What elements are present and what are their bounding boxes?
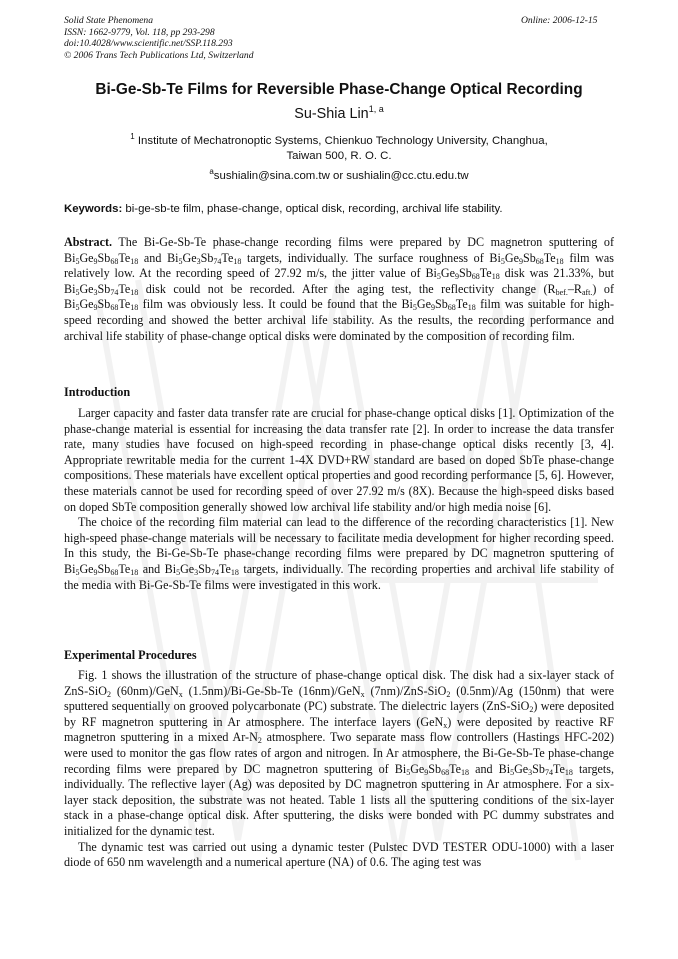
formula-a: $Bi_5Ge_9Sb_{68}Te_{18}$ (394, 761, 469, 777)
keywords-label: Keywords: (64, 203, 123, 215)
email-address[interactable]: sushialin@sina.com.tw or sushialin@cc.ctu.edu.tw (213, 169, 469, 182)
affiliation (64, 129, 614, 165)
abstract-text: targets, individually. The surface roughness of (241, 250, 490, 265)
abstract-text: and (138, 250, 168, 265)
journal-header (64, 15, 254, 61)
introduction-paragraph-1: Larger capacity and faster data transfer rate are crucial for phase-change optical disks [1]. Optimization of the phase-change material is essential for increasing the data transfer rate [2]. In order to increase the data transfer rate, many studies have focused on high-speed recording in phase-change optical disks recently [3, 4]. Appropriate rewritable media for the current 1-4X DVD+RW standard are based on doped SbTe phase-change compositions. These materials have excellent optical properties and good recording performance [5, 6]. However, these materials cannot be used for recording speed of over 27.92 m/s (8X). Because the high-speed disks based on doped SbTe composition generally showed low archival life stability and/or high media noise [6]. (64, 406, 614, 514)
affil-marker: 1 (130, 132, 135, 141)
formula-b: $Bi_5Ge_3Sb_{74}Te_{18}$ (498, 761, 573, 777)
email-marker: a (209, 167, 214, 176)
keywords-text: bi-ge-sb-te film, phase-change, optical disk, recording, archival life stability. (125, 203, 503, 215)
section-heading-introduction: Introduction (64, 385, 131, 399)
formula-genx: GeN$_x$ (337, 683, 365, 699)
formula-zns-sio2: ZnS-SiO$_2$ (486, 699, 534, 715)
keywords (64, 203, 620, 215)
abstract-text: disk was 21.33%, but (499, 266, 615, 281)
formula-b: $Bi_5Ge_3Sb_{74}Te_{18}$ (64, 281, 139, 297)
formula-a: $Bi_5Ge_9Sb_{68}Te_{18}$ (64, 297, 139, 313)
formula-ar-n2: $Ar-N_2$ (232, 730, 262, 746)
formula-a: $Bi_5Ge_9Sb_{68}Te_{18}$ (64, 250, 139, 266)
section-heading-experimental: Experimental Procedures (64, 648, 197, 662)
introduction-paragraph-2: The choice of the recording film material can lead to the difference of the recording characteristics [1]. New high-speed phase-change materials will be necessary to facilitate media development for higher recording speed. In this study, the Bi-Ge-Sb-Te phase-change recording films were prepared by DC magnetron sputtering of $Bi_5Ge_9Sb_{68}Te_{18}$ and $Bi_5Ge_3Sb_{74}Te_{18}$ targets, individually. The recording properties and archival life stability of the media with Bi-Ge-Sb-Te films were investigated in this work. (64, 515, 614, 592)
author-line (40, 104, 638, 122)
doi-line: doi:10.4028/www.scientific.net/SSP.118.293 (64, 38, 233, 50)
author-name: Su-Shia Lin (294, 105, 369, 122)
paper-title: Bi-Ge-Sb-Te Films for Reversible Phase-Change Optical Recording (95, 81, 583, 98)
formula-b: $Bi_5Ge_3Sb_{74}Te_{18}$ (164, 561, 239, 577)
abstract-text: disk could not be recorded. After the aging test, the reflectivity change ( (138, 281, 548, 296)
formula-zns-sio2: ZnS-SiO$_2$ (64, 683, 112, 699)
copyright-line: © 2006 Trans Tech Publications Ltd, Switzerland (64, 49, 254, 61)
abstract-text: The Bi-Ge-Sb-Te phase-change recording films were prepared by DC magnetron sputtering of (118, 235, 614, 249)
email-line (64, 167, 614, 182)
abstract-paragraph (64, 235, 614, 344)
abstract-text: film was obviously less. It could be found that the (138, 297, 402, 312)
introduction-body (64, 406, 614, 593)
abstract-label: Abstract. (64, 235, 113, 249)
affiliation-line-1: Institute of Mechatronoptic Systems, Chienkuo Technology University, Changhua, (137, 134, 548, 147)
formula-b: $Bi_5Ge_3Sb_{74}Te_{18}$ (167, 250, 242, 266)
author-affil-marker: 1, a (368, 104, 384, 114)
abstract-text: ) of (592, 281, 615, 296)
online-date: Online: 2006-12-15 (521, 15, 598, 26)
experimental-paragraph-2: The dynamic test was carried out using a dynamic tester (Pulstec DVD TESTER ODU-1000) with a laser diode of 650 nm wavelength and a numerical aperture (NA) of 0.6. The aging test was (64, 839, 614, 870)
formula-zns-sio2: ZnS-SiO$_2$ (403, 683, 451, 699)
abstract-text: film was relatively low. At the recording speed of 27.92 m/s, the jitter value of (64, 250, 614, 281)
formula-genx: GeN$_x$ (420, 714, 448, 730)
journal-name: Solid State Phenomena (64, 15, 153, 26)
affiliation-line-2: Taiwan 500, R. O. C. (286, 150, 392, 163)
abstract-text: film was suitable for high-speed recording and showed the better archival life stability. As the results, the recording performance and archival life stability of phase-change optical disks were dominated by the composition of recording film. (64, 297, 615, 343)
formula-a: $Bi_5Ge_9Sb_{68}Te_{18}$ (64, 561, 139, 577)
experimental-paragraph-1: Fig. 1 shows the illustration of the structure of phase-change optical disk. The disk had a six-layer stack of ZnS-SiO$_2$ (60nm)/GeN$_x$ (1.5nm)/Bi-Ge-Sb-Te (16nm)/GeN$_x$ (7nm)/ZnS-SiO$_2$ (0.5nm)/Ag (150nm) that were sputtered sequentially on grooved polycarbonate (PC) substrate. The dielectric layers (ZnS-SiO$_2$) were deposited by RF magnetron sputtering in Ar atmosphere. The interface layers (GeN$_x$) were deposited by reactive RF magnetron sputtering in a mixed $Ar-N_2$ atmosphere. Two separate mass flow controllers (Hastings HFC-202) were used to monitor the gas flow rates of argon and nitrogen. In Ar atmosphere, the Bi-Ge-Sb-Te phase-change recording films were prepared by DC magnetron sputtering of $Bi_5Ge_9Sb_{68}Te_{18}$ and $Bi_5Ge_3Sb_{74}Te_{18}$ targets, individually. The reflective layer (Ag) was deposited by DC magnetron sputtering in Ar atmosphere. For a six-layer stack deposition, the substrate was not heated. Table 1 lists all the sputtering conditions of the six-layer stack in a phase-change optical disk. After sputtering, the disks were bonded with PC dummy substrates and initialized for the dynamic test. (64, 668, 614, 838)
formula-genx: GeN$_x$ (155, 683, 183, 699)
reflectivity-change: $R_{bef.}-R_{aft.}$ (547, 281, 593, 297)
experimental-body (64, 668, 614, 871)
formula-a: $Bi_5Ge_9Sb_{68}Te_{18}$ (401, 297, 476, 313)
issn-line: ISSN: 1662-9779, Vol. 118, pp 293-298 (64, 26, 215, 38)
formula-a: $Bi_5Ge_9Sb_{68}Te_{18}$ (489, 250, 564, 266)
formula-a: $Bi_5Ge_9Sb_{68}Te_{18}$ (425, 266, 500, 282)
